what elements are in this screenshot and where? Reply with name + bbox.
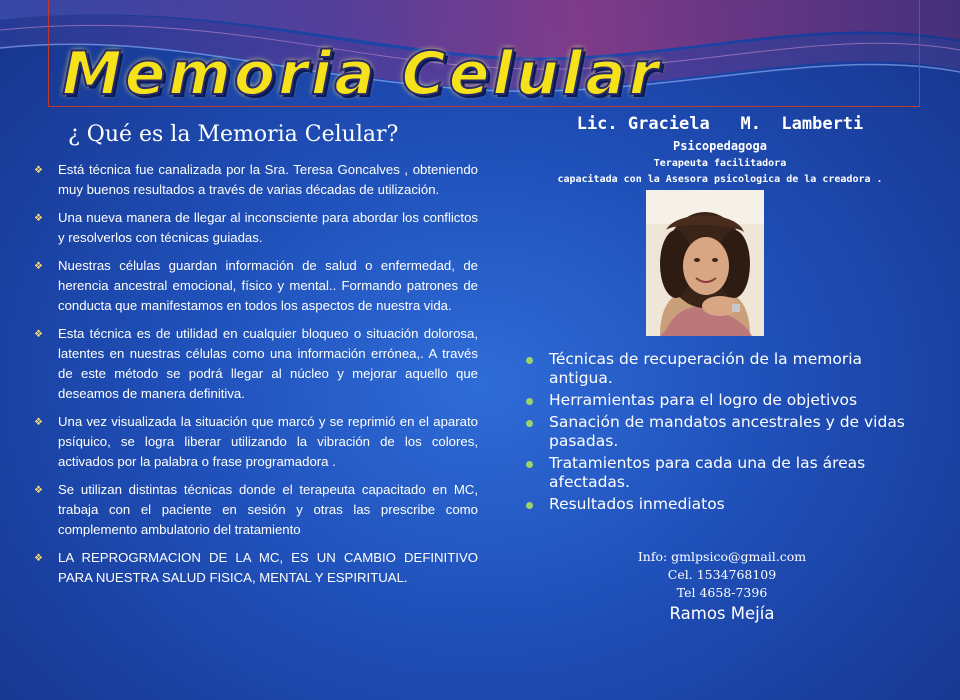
list-item: ❖ Una nueva manera de llegar al inconsciente para abordar los conflictos y resolverlos con técnicas guiadas. <box>34 210 478 245</box>
diamond-icon: ❖ <box>34 213 43 224</box>
therapist-subtitle: Terapeuta facilitadora <box>653 158 787 169</box>
bullet-icon <box>526 357 533 364</box>
location-city: Ramos Mejía <box>669 604 775 623</box>
list-item: ❖ Se utilizan distintas técnicas donde el terapeuta capacitado en MC, trabaja con el paciente en sesión y otras las prescribe como complemento ambulatorio del tratamiento <box>34 482 478 537</box>
left-heading: ¿ Qué es la Memoria Celular? <box>68 122 399 147</box>
diamond-icon: ❖ <box>34 553 43 564</box>
therapist-name: Lic. Graciela M. Lamberti <box>576 114 864 134</box>
bullet-icon <box>526 420 533 427</box>
diamond-icon: ❖ <box>34 165 43 176</box>
bullet-icon <box>526 461 533 468</box>
left-list <box>34 160 478 596</box>
services-list <box>520 350 930 517</box>
list-item: ❖ Nuestras células guardan información de salud o enfermedad, de herencia ancestral emocional, físico y mental.. Formando patrones de conducta que manifestamos en todos los aspectos de nuestra vida. <box>34 258 478 313</box>
contact-block <box>592 548 852 602</box>
list-item: ❖ LA REPROGRMACION DE LA MC, ES UN CAMBIO DEFINITIVO PARA NUESTRA SALUD FISICA, MENTAL Y ESPIRITUAL. <box>34 550 478 585</box>
list-item: ❖ Esta técnica es de utilidad en cualquier bloqueo o situación dolorosa, latentes en nuestras células como una información errónea,. A través de este método se podrá llegar al núcleo y mejorar aquello que deseamos de manera definitiva. <box>34 326 478 401</box>
contact-email: Info: gmlpsico@gmail.com <box>637 549 807 564</box>
list-item: Resultados inmediatos <box>520 495 930 514</box>
therapist-role: Psicopedagoga <box>673 139 767 153</box>
list-item: ❖ Está técnica fue canalizada por la Sra. Teresa Goncalves , obteniendo muy buenos resultados a través de varias décadas de utilización. <box>34 162 478 197</box>
list-item: Herramientas para el logro de objetivos <box>520 391 930 410</box>
portrait-illustration <box>646 190 764 336</box>
portrait-photo <box>646 190 764 336</box>
diamond-icon: ❖ <box>34 261 43 272</box>
contact-phone: Tel 4658-7396 <box>676 585 768 600</box>
bullet-icon <box>526 398 533 405</box>
bullet-icon <box>526 502 533 509</box>
diamond-icon: ❖ <box>34 485 43 496</box>
list-item: Sanación de mandatos ancestrales y de vidas pasadas. <box>520 413 930 451</box>
therapist-credentials: capacitada con la Asesora psicologica de la creadora . <box>557 174 883 185</box>
contact-cell: Cel. 1534768109 <box>667 567 777 582</box>
diamond-icon: ❖ <box>34 329 43 340</box>
list-item: Tratamientos para cada una de las áreas afectadas. <box>520 454 930 492</box>
diamond-icon: ❖ <box>34 417 43 428</box>
page-title: Memoria Celular <box>62 39 662 109</box>
list-item: Técnicas de recuperación de la memoria antigua. <box>520 350 930 388</box>
list-item: ❖ Una vez visualizada la situación que marcó y se reprimió en el aparato psíquico, se logra liberar utilizando la vibración de los colores, activados por la palabra o frase programadora . <box>34 414 478 469</box>
